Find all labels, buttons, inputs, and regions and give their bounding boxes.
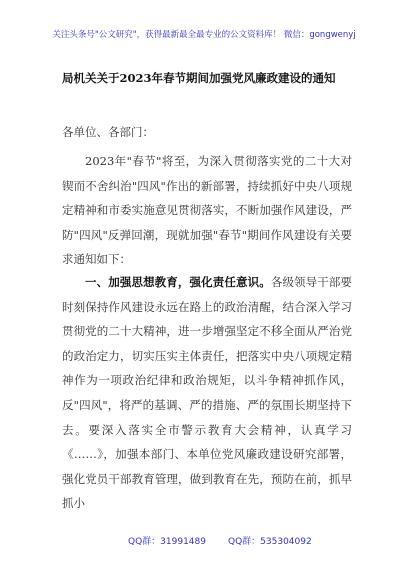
header-banner: 关注头条号"公文研究"，获得最新最全最专业的公文资料库！ 微信：gongwenyj xyxy=(52,30,356,40)
qq-group-1: QQ群：31991489 xyxy=(128,537,206,547)
section-body: 各级领导干部要时刻保持作风建设永远在路上的政治清醒，结合深入学习贯彻党的二十大精神，进一步增强坚定不移全面从严治党的政治定力，切实压实主体责任，把落实中央八项规定精神作为一项政治纪律和政治规矩，以斗争精神抓作风，反"四风"，将严的基调、严的措施、严的氛围长期坚持下去。要深入落实全市警示教育大会精神，认真学习《……》，加强本部门、本单位党风廉政建设研究部署，强化党员干部教育管理，做到教育在先，预防在前，抓早抓小 xyxy=(62,275,353,511)
section-heading: 一、加强思想教育，强化责任意识。 xyxy=(85,275,271,289)
document-title: 局机关关于2023年春节期间加强党风廉政建设的通知 xyxy=(62,71,336,85)
qq-group-2: QQ群：535304092 xyxy=(228,537,312,547)
paragraph-section-1 xyxy=(62,270,352,516)
paragraph-intro: 2023年"春节"将至，为深入贯彻落实党的二十大对锲而不舍纠治"四风"作出的新部署，持续抓好中央八项规定精神和市委实施意见贯彻落实，不断加强作风建设，严防"四风"反弹回潮，现就加强"春节"期间作风建设有关要求通知如下： xyxy=(62,154,352,267)
salutation: 各单位、各部门： xyxy=(62,125,154,139)
